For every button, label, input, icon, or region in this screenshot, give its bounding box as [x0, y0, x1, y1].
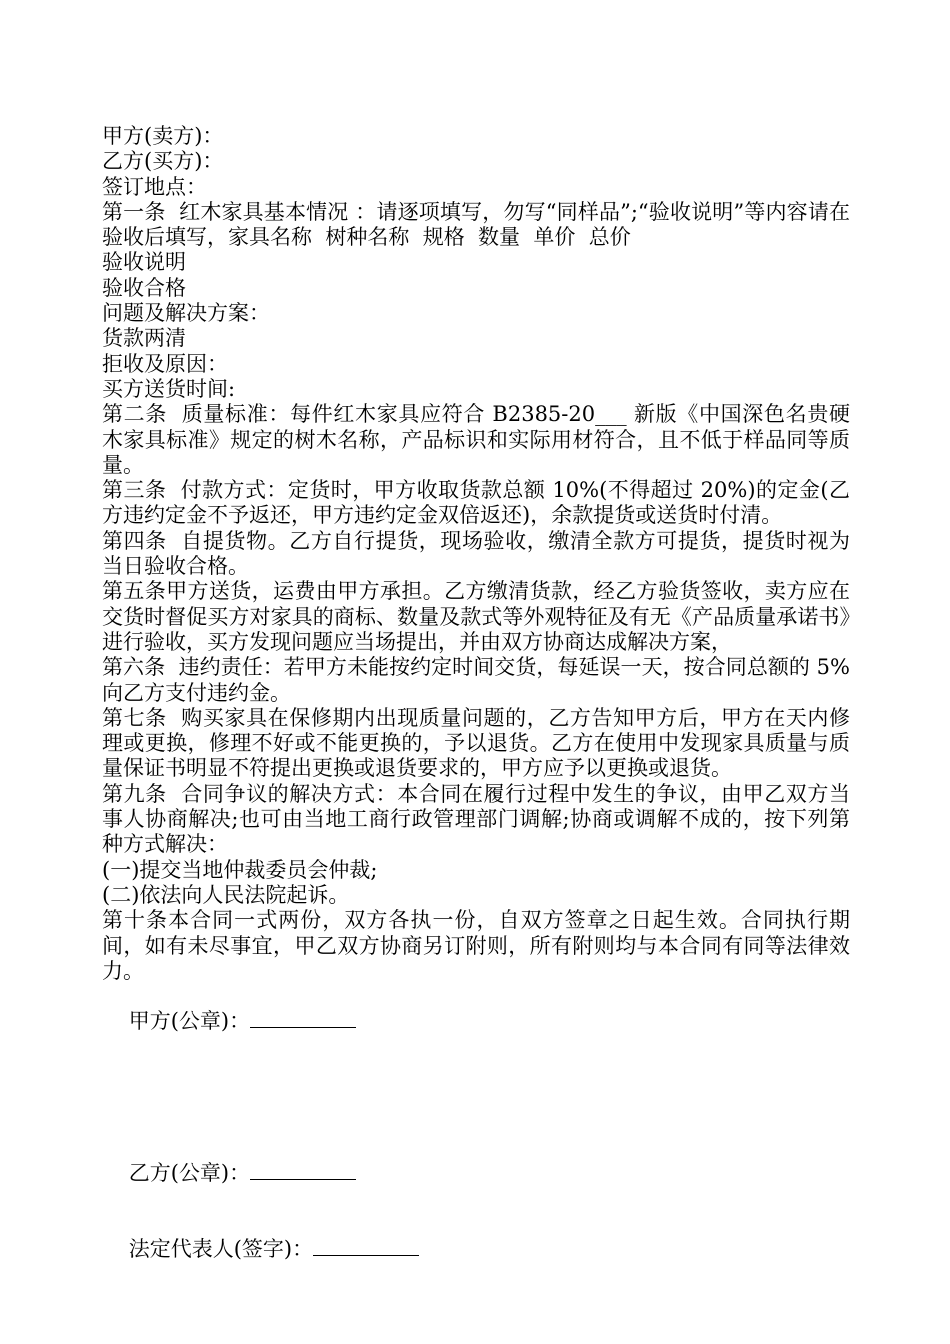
- party-b-buyer: 乙方(买方)：: [102, 149, 224, 174]
- dispute-option-2: (二)依法向人民法院起诉。: [102, 882, 350, 907]
- delivery-time: 买方送货时间:: [102, 376, 236, 401]
- signature-gap: [102, 1060, 850, 1136]
- rejection-reason: 拒收及原因：: [102, 351, 228, 376]
- signature-legal-rep-label: 法定代表人(签字)：: [128, 1237, 314, 1262]
- article-6: 第六条 违约责任：若甲方未能按约定时间交货，每延误一天，按合同总额的 5%向乙方支付违约金。: [102, 655, 850, 705]
- article-3: 第三条 付款方式：定货时，甲方收取货款总额 10%(不得超过 20%)的定金(乙方违约定金不予返还，甲方违约定金双倍返还)，余款提货或送货时付清。: [102, 478, 850, 528]
- signature-legal-rep-blank: [313, 1237, 419, 1256]
- acceptance-passed: 验收合格: [102, 275, 186, 300]
- acceptance-note: 验收说明: [102, 250, 186, 275]
- payment-settled: 货款两清: [102, 326, 186, 351]
- signature-party-b: [102, 1136, 850, 1212]
- article-2: 第二条 质量标准：每件红木家具应符合 B2385-20___ 新版《中国深色名贵硬木家具标准》规定的树木名称，产品标识和实际用材符合，且不低于样品同等质量。: [102, 402, 850, 477]
- signature-party-b-label: 乙方(公章)：: [128, 1161, 251, 1186]
- signature-party-a-blank: [250, 1009, 356, 1028]
- article-4: 第四条 自提货物。乙方自行提货，现场验收，缴清全款方可提货，提货时视为当日验收合格。: [102, 528, 850, 579]
- signature-legal-rep: [102, 1212, 850, 1288]
- article-7: 第七条 购买家具在保修期内出现质量问题的，乙方告知甲方后，甲方在天内修理或更换，修理不好或不能更换的，予以退货。乙方在使用中发现家具质量与质量保证书明显不符提出更换或退货要求的，甲方应予以更换或退货。: [102, 705, 850, 781]
- signature-party-a: [102, 984, 850, 1060]
- party-a-seller: 甲方(卖方)：: [102, 124, 224, 148]
- signing-location: 签订地点：: [102, 174, 207, 199]
- article-9: 第九条 合同争议的解决方式：本合同在履行过程中发生的争议，由甲乙双方当事人协商解决;也可由当地工商行政管理部门调解;协商或调解不成的，按下列第种方式解决：: [102, 781, 850, 857]
- article-10: 第十条本合同一式两份，双方各执一份，自双方签章之日起生效。合同执行期间，如有未尽事宜，甲乙双方协商另订附则，所有附则均与本合同有同等法律效力。: [102, 908, 850, 983]
- signature-party-b-blank: [250, 1161, 356, 1180]
- dispute-option-1: (一)提交当地仲裁委员会仲裁;: [102, 857, 378, 882]
- contract-document: [102, 124, 850, 1288]
- article-5: 第五条甲方送货，运费由甲方承担。乙方缴清货款，经乙方验货签收，卖方应在交货时督促买方对家具的商标、数量及款式等外观特征及有无《产品质量承诺书》进行验收，买方发现问题应当场提出，并由双方协商达成解决方案，: [102, 579, 850, 654]
- article-1: 第一条 红木家具基本情况 ：请逐项填写，勿写“同样品”;“验收说明”等内容请在验收后填写，家具名称 树种名称 规格 数量 单价 总价: [102, 199, 850, 250]
- problems-solutions: 问题及解决方案：: [102, 301, 270, 326]
- signature-party-a-label: 甲方(公章)：: [128, 1009, 251, 1034]
